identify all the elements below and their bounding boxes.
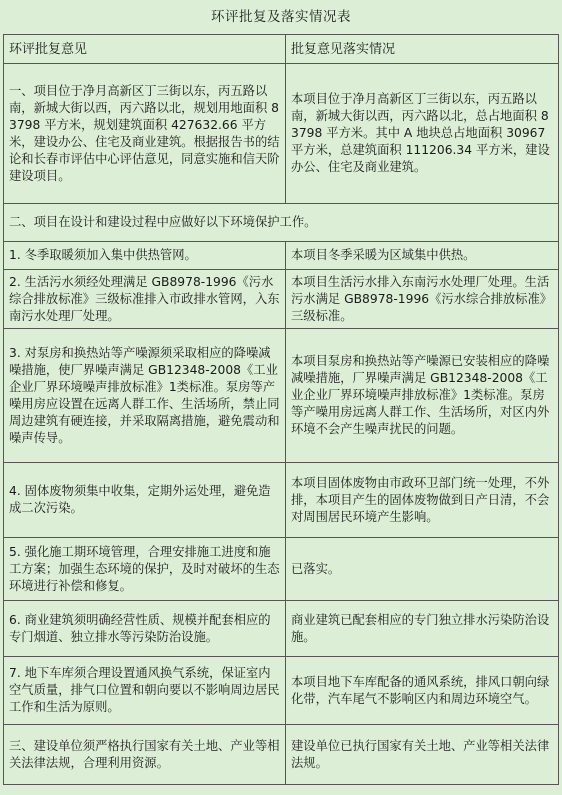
table-row [4,329,559,463]
status-cell: 商业建筑已配套相应的专门独立排水污染防治设施。 [286,601,559,657]
section-row [4,204,559,242]
table-header-row [4,35,559,64]
approval-cell: 2. 生活污水须经处理满足 GB8978-1996《污水综合排放标准》三级标准排入市政排水管网，入东南污水处理厂处理。 [4,270,286,329]
approval-cell: 4. 固体废物须集中收集，定期外运处理，避免造成二次污染。 [4,463,286,538]
table-row [4,538,559,601]
section-cell: 二、项目在设计和建设过程中应做好以下环境保护工作。 [4,204,559,242]
table-row [4,725,559,785]
approval-cell: 6. 商业建筑须明确经营性质、规模并配套相应的专门烟道、独立排水等污染防治设施。 [4,601,286,657]
status-cell: 已落实。 [286,538,559,601]
approval-cell: 7. 地下车库须合理设置通风换气系统，保证室内空气质量，排气口位置和朝向要以不影响周边居民工作和生活为原则。 [4,657,286,725]
status-cell: 本项目地下车库配备的通风系统，排风口朝向绿化带，汽车尾气不影响区内和周边环境空气。 [286,657,559,725]
table-row [4,242,559,270]
table-row [4,463,559,538]
approval-cell: 三、建设单位须严格执行国家有关土地、产业等相关法律法规，合理利用资源。 [4,725,286,785]
status-cell: 本项目固体废物由市政环卫部门统一处理，不外排，本项目产生的固体废物做到日产日清，不会对周围居民环境产生影响。 [286,463,559,538]
approval-table [3,34,559,785]
status-cell: 本项目位于净月高新区丁三街以东，丙五路以南，新城大街以西，丙六路以北，总占地面积 83798 平方米。其中 A 地块总占地面积 30967 平方米，总建筑面积 111206.34 平方米，建设办公、住宅及商业建筑。 [286,64,559,204]
status-cell: 本项目生活污水排入东南污水处理厂处理。生活污水满足 GB8978-1996《污水综合排放标准》三级标准。 [286,270,559,329]
table-row [4,657,559,725]
approval-cell: 3. 对泵房和换热站等产噪源须采取相应的降噪减噪措施，使厂界噪声满足 GB12348-2008《工业企业厂界环境噪声排放标准》1类标准。泵房等产噪用房应设置在远离人群工作、生活场所，禁止同周边建筑有硬连接，并采取隔离措施，避免震动和噪声传导。 [4,329,286,463]
header-implementation-status: 批复意见落实情况 [286,35,559,64]
header-approval-opinion: 环评批复意见 [4,35,286,64]
approval-cell: 1. 冬季取暖须加入集中供热管网。 [4,242,286,270]
table-row [4,601,559,657]
table-row [4,64,559,204]
approval-cell: 一、项目位于净月高新区丁三街以东，丙五路以南，新城大街以西，丙六路以北，规划用地面积 83798 平方米，规划建筑面积 427632.66 平方米，建设办公、住宅及商业建筑。根据报告书的结论和长春市评估中心评估意见，同意实施和信天阶建设项目。 [4,64,286,204]
status-cell: 建设单位已执行国家有关土地、产业等相关法律法规。 [286,725,559,785]
document-title: 环评批复及落实情况表 [211,9,351,25]
table-row [4,270,559,329]
status-cell: 本项目泵房和换热站等产噪源已安装相应的降噪减噪措施，厂界噪声满足 GB12348-2008《工业企业厂界环境噪声排放标准》1类标准。泵房等产噪用房远离人群工作、生活场所，对区内外环境不会产生噪声扰民的问题。 [286,329,559,463]
approval-cell: 5. 强化施工期环境管理，合理安排施工进度和施工方案；加强生态环境的保护，及时对破坏的生态环境进行补偿和修复。 [4,538,286,601]
status-cell: 本项目冬季采暖为区域集中供热。 [286,242,559,270]
